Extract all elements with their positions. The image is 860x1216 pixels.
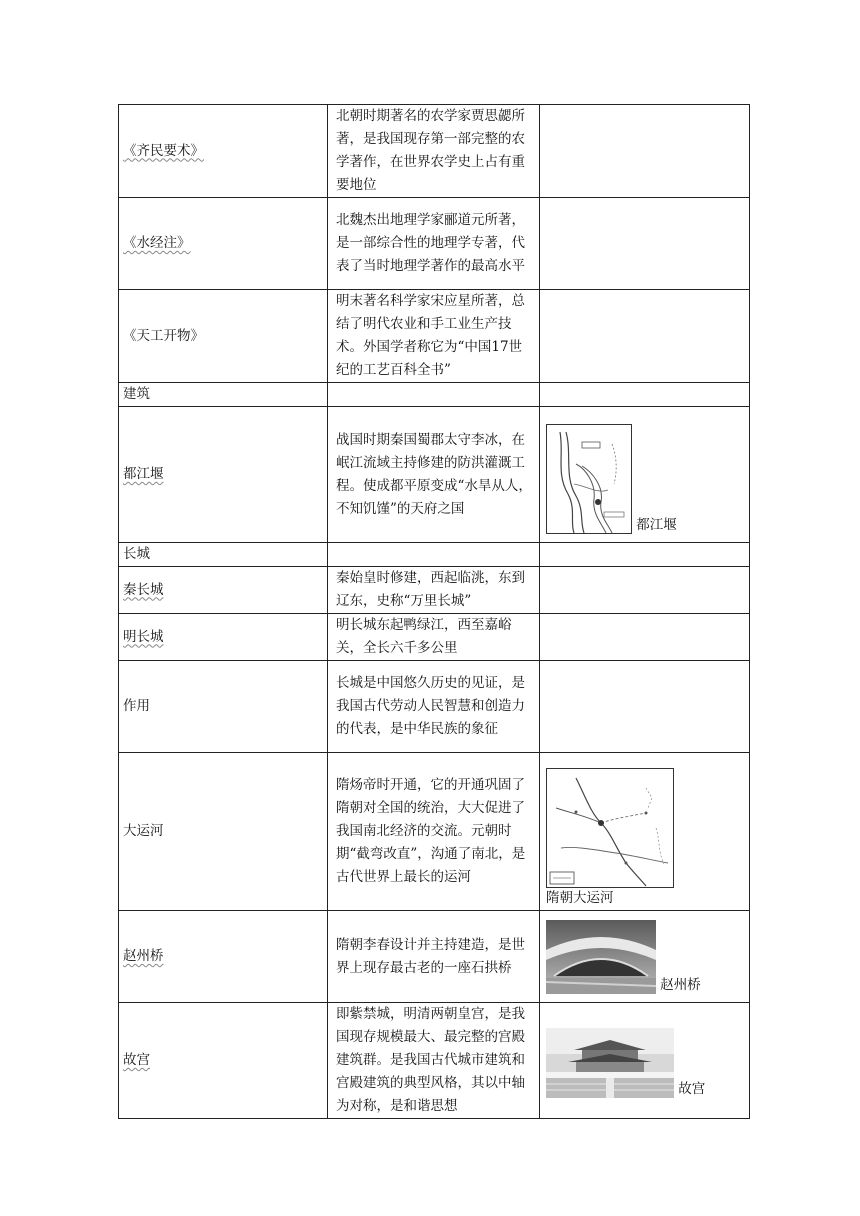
row-description: 北朝时期著名的农学家贾思勰所著，是我国现存第一部完整的农学著作，在世界农学史上占有重要地位: [328, 105, 540, 198]
row-image-cell: [540, 661, 750, 753]
table-row: [119, 911, 750, 1003]
forbidden-city-photo: [546, 1028, 674, 1098]
row-image-cell: [540, 407, 750, 543]
table-row: [119, 567, 750, 614]
row-title: 作用: [119, 661, 328, 753]
row-image-cell: [540, 567, 750, 614]
section-header-building: 建筑: [119, 383, 328, 407]
row-title: 大运河: [119, 753, 328, 911]
row-description: 即紫禁城，明清两朝皇宫，是我国现存规模最大、最完整的宫殿建筑群。是我国古代城市建筑和宫殿建筑的典型风格，其以中轴为对称，是和谐思想: [328, 1003, 540, 1119]
row-description: 明长城东起鸭绿江，西至嘉峪关，全长六千多公里: [328, 614, 540, 661]
row-title: [119, 1003, 328, 1119]
row-description: 隋炀帝时开通，它的开通巩固了隋朝对全国的统治，大大促进了我国南北经济的交流。元朝时期“截弯改直”，沟通了南北，是古代世界上最长的运河: [328, 753, 540, 911]
row-image-cell: [540, 614, 750, 661]
table-row: [119, 661, 750, 753]
row-description: [328, 543, 540, 567]
table-row: [119, 1003, 750, 1119]
row-title: [119, 911, 328, 1003]
row-description: 明末著名科学家宋应星所著，总结了明代农业和手工业生产技术。外国学者称它为“中国17世纪的工艺百科全书”: [328, 290, 540, 383]
dujiangyan-map-image: [546, 424, 632, 534]
row-image-cell: [540, 753, 750, 911]
knowledge-table: [118, 104, 750, 1119]
title-text: 故宫: [123, 1052, 150, 1068]
row-image-cell: [540, 543, 750, 567]
row-title: [119, 198, 328, 290]
grand-canal-map-image: [546, 768, 674, 888]
image-caption: 都江堰: [636, 517, 677, 533]
row-title: [119, 614, 328, 661]
image-caption: 故宫: [678, 1081, 706, 1097]
row-image-cell: [540, 1003, 750, 1119]
row-title: [119, 567, 328, 614]
row-title: [119, 407, 328, 543]
row-title: 《天工开物》: [119, 290, 328, 383]
row-image-cell: [540, 911, 750, 1003]
table-row: [119, 753, 750, 911]
zhaozhou-bridge-photo: [546, 920, 656, 994]
row-description: 长城是中国悠久历史的见证，是我国古代劳动人民智慧和创造力的代表，是中华民族的象征: [328, 661, 540, 753]
section-header-great-wall: 长城: [119, 543, 328, 567]
image-caption: 赵州桥: [660, 977, 701, 993]
title-text: 都江堰: [123, 466, 164, 482]
row-image-cell: [540, 105, 750, 198]
table-row: [119, 543, 750, 567]
row-image-cell: [540, 290, 750, 383]
title-text: 《水经注》: [123, 235, 191, 251]
title-text: 赵州桥: [123, 948, 164, 964]
row-description: 北魏杰出地理学家郦道元所著，是一部综合性的地理学专著，代表了当时地理学著作的最高水平: [328, 198, 540, 290]
row-description: 秦始皇时修建，西起临洮，东到辽东，史称“万里长城”: [328, 567, 540, 614]
table-row: [119, 198, 750, 290]
table-row: [119, 105, 750, 198]
row-description: [328, 911, 540, 1003]
table-row: [119, 290, 750, 383]
image-caption: 隋朝大运河: [546, 890, 614, 906]
title-text: 秦长城: [123, 581, 164, 598]
table-row: [119, 407, 750, 543]
title-text: 《齐民要术》: [123, 142, 204, 159]
title-text: 明长城: [123, 628, 164, 645]
row-title: [119, 105, 328, 198]
table-row: [119, 383, 750, 407]
table-row: [119, 614, 750, 661]
row-image-cell: [540, 383, 750, 407]
row-description: [328, 383, 540, 407]
row-description: 战国时期秦国蜀郡太守李冰，在岷江流域主持修建的防洪灌溉工程。使成都平原变成“水旱从人，不知饥馑”的天府之国: [328, 407, 540, 543]
row-image-cell: [540, 198, 750, 290]
description-text: 隋朝李春设计并主持建造，是世界上现存最古老的一座石拱桥: [336, 936, 525, 976]
